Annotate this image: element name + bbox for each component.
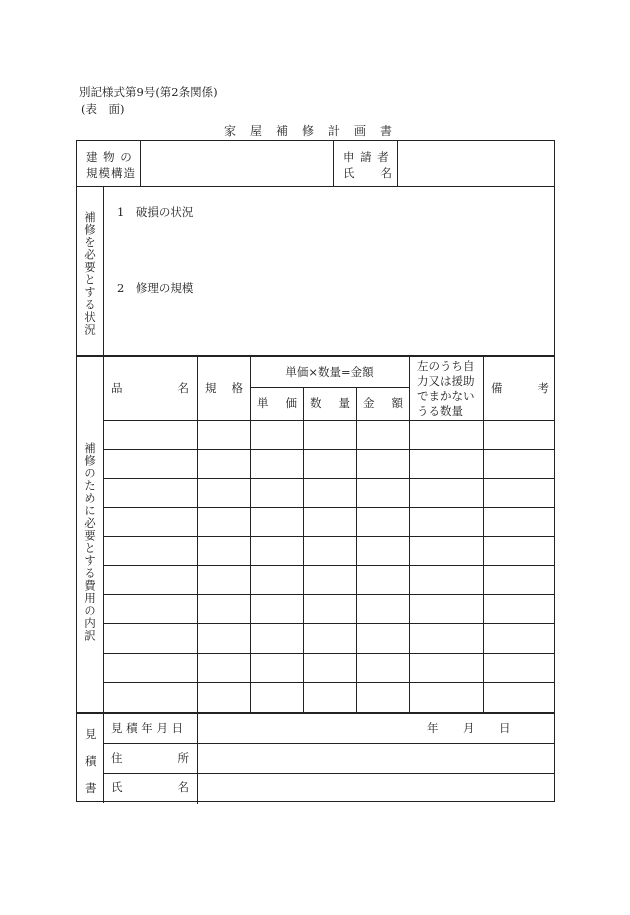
cost-cell-quantity[interactable] (304, 595, 356, 623)
cost-cell-self-supply-qty[interactable] (410, 624, 483, 652)
cost-cell-unit-price[interactable] (251, 537, 303, 565)
col-spec: 規 格 (205, 381, 243, 395)
damage-condition-item: 1 破損の状況 (117, 205, 194, 219)
cost-cell-remarks[interactable] (484, 654, 554, 682)
cost-cell-amount[interactable] (357, 566, 409, 594)
cost-cell-amount[interactable] (357, 537, 409, 565)
col-quantity: 数 量 (310, 396, 350, 410)
cost-cell-quantity[interactable] (304, 537, 356, 565)
cost-cell-item-name[interactable] (104, 683, 197, 711)
applicant-name-field[interactable] (398, 141, 554, 186)
col-calc-header: 単価×数量=金額 (285, 365, 374, 379)
cost-cell-remarks[interactable] (484, 508, 554, 536)
cost-cell-spec[interactable] (198, 479, 250, 507)
cost-cell-self-supply-qty[interactable] (410, 683, 483, 711)
col-self-supply: 左のうち自 力又は援助 でまかない うる数量 (417, 359, 475, 418)
cost-cell-unit-price[interactable] (251, 624, 303, 652)
cost-cell-remarks[interactable] (484, 421, 554, 449)
cost-cell-unit-price[interactable] (251, 479, 303, 507)
form-reference: 別記様式第9号(第2条関係) (79, 85, 218, 99)
cost-cell-self-supply-qty[interactable] (410, 595, 483, 623)
cost-cell-amount[interactable] (357, 450, 409, 478)
repair-plan-form (76, 140, 555, 802)
cost-cell-quantity[interactable] (304, 683, 356, 711)
estimate-date-day: 日 (499, 721, 511, 735)
cost-cell-spec[interactable] (198, 683, 250, 711)
page-title: 家屋補修計画書 (223, 124, 406, 138)
cost-cell-self-supply-qty[interactable] (410, 421, 483, 449)
cost-cell-unit-price[interactable] (251, 421, 303, 449)
cost-cell-amount[interactable] (357, 654, 409, 682)
cost-cell-remarks[interactable] (484, 479, 554, 507)
cost-cell-amount[interactable] (357, 421, 409, 449)
cost-cell-remarks[interactable] (484, 450, 554, 478)
cost-cell-spec[interactable] (198, 566, 250, 594)
cost-cell-spec[interactable] (198, 654, 250, 682)
building-structure-label: 建 物 の 規模構造 (86, 150, 136, 180)
cost-cell-spec[interactable] (198, 450, 250, 478)
cost-cell-spec[interactable] (198, 537, 250, 565)
col-item-name: 品 名 (111, 381, 189, 395)
address-label: 住 所 (111, 751, 189, 765)
cost-cell-item-name[interactable] (104, 654, 197, 682)
applicant-name-label: 申 請 者 氏 名 (343, 150, 393, 180)
estimate-date-month: 月 (463, 721, 475, 735)
cost-cell-unit-price[interactable] (251, 508, 303, 536)
cost-cell-self-supply-qty[interactable] (410, 508, 483, 536)
cost-cell-amount[interactable] (357, 683, 409, 711)
estimate-date-label: 見 積 年 月 日 (111, 721, 184, 735)
cost-cell-unit-price[interactable] (251, 595, 303, 623)
building-structure-field[interactable] (141, 141, 333, 186)
cost-cell-quantity[interactable] (304, 508, 356, 536)
cost-cell-quantity[interactable] (304, 450, 356, 478)
cost-cell-quantity[interactable] (304, 479, 356, 507)
repair-scale-item: 2 修理の規模 (117, 281, 194, 295)
estimate-date-year: 年 (427, 721, 439, 735)
cost-cell-self-supply-qty[interactable] (410, 537, 483, 565)
cost-cell-item-name[interactable] (104, 624, 197, 652)
cost-cell-item-name[interactable] (104, 421, 197, 449)
cost-cell-quantity[interactable] (304, 566, 356, 594)
cost-cell-quantity[interactable] (304, 654, 356, 682)
cost-cell-spec[interactable] (198, 595, 250, 623)
form-header (79, 84, 218, 118)
cost-cell-spec[interactable] (198, 508, 250, 536)
cost-cell-unit-price[interactable] (251, 450, 303, 478)
cost-cell-item-name[interactable] (104, 595, 197, 623)
cost-cell-spec[interactable] (198, 624, 250, 652)
cost-cell-remarks[interactable] (484, 566, 554, 594)
address-field[interactable] (198, 744, 554, 773)
cost-cell-self-supply-qty[interactable] (410, 654, 483, 682)
cost-cell-quantity[interactable] (304, 421, 356, 449)
cost-cell-remarks[interactable] (484, 624, 554, 652)
col-unit-price: 単 価 (257, 396, 297, 410)
cost-cell-remarks[interactable] (484, 595, 554, 623)
cost-cell-amount[interactable] (357, 479, 409, 507)
repair-condition-label: 補修を必要とする状況 (83, 211, 97, 336)
cost-cell-remarks[interactable] (484, 683, 554, 711)
cost-cell-amount[interactable] (357, 508, 409, 536)
cost-breakdown-label: 補修のために必要とする費用の内訳 (83, 442, 97, 642)
cost-cell-item-name[interactable] (104, 450, 197, 478)
cost-cell-unit-price[interactable] (251, 683, 303, 711)
estimator-name-label: 氏 名 (111, 780, 189, 794)
cost-cell-quantity[interactable] (304, 624, 356, 652)
estimator-name-field[interactable] (198, 774, 554, 801)
repair-scale-field[interactable] (104, 299, 554, 354)
cost-cell-unit-price[interactable] (251, 654, 303, 682)
cost-cell-item-name[interactable] (104, 537, 197, 565)
damage-condition-field[interactable] (104, 223, 554, 278)
cost-cell-item-name[interactable] (104, 508, 197, 536)
estimate-label: 見 積 書 (85, 727, 97, 795)
cost-cell-amount[interactable] (357, 624, 409, 652)
cost-cell-self-supply-qty[interactable] (410, 450, 483, 478)
side-indicator: (表 面) (81, 102, 125, 116)
cost-cell-spec[interactable] (198, 421, 250, 449)
cost-cell-item-name[interactable] (104, 566, 197, 594)
cost-cell-unit-price[interactable] (251, 566, 303, 594)
cost-cell-remarks[interactable] (484, 537, 554, 565)
col-remarks: 備 考 (491, 381, 549, 395)
cost-cell-self-supply-qty[interactable] (410, 479, 483, 507)
cost-cell-item-name[interactable] (104, 479, 197, 507)
cost-cell-amount[interactable] (357, 595, 409, 623)
cost-cell-self-supply-qty[interactable] (410, 566, 483, 594)
col-amount: 金 額 (363, 396, 403, 410)
